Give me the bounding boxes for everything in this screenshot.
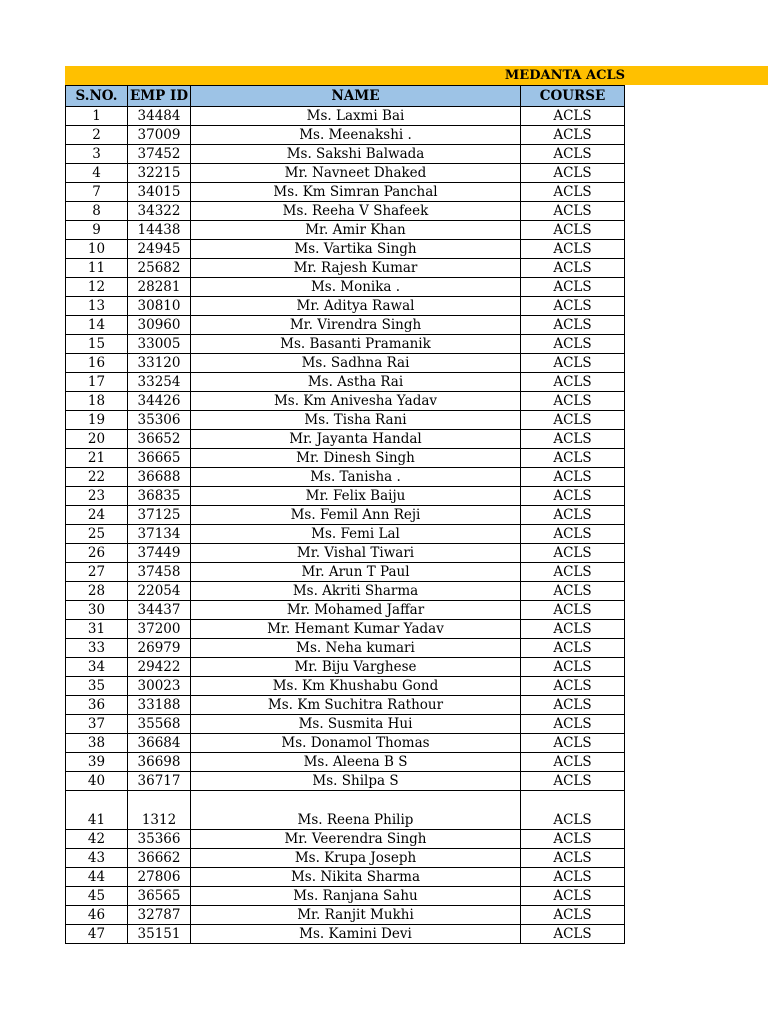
cell-sno: 36 bbox=[66, 696, 128, 715]
table-row bbox=[66, 887, 625, 906]
table-row bbox=[66, 335, 625, 354]
cell-emp-id: 33188 bbox=[128, 696, 191, 715]
cell-emp-id: 37452 bbox=[128, 145, 191, 164]
cell-name: Ms. Neha kumari bbox=[191, 639, 521, 658]
banner-title: MEDANTA ACLS bbox=[504, 68, 625, 83]
cell-sno: 39 bbox=[66, 753, 128, 772]
cell-name: Mr. Rajesh Kumar bbox=[191, 259, 521, 278]
cell-course: ACLS bbox=[521, 620, 625, 639]
cell-name: Ms. Vartika Singh bbox=[191, 240, 521, 259]
cell-sno: 18 bbox=[66, 392, 128, 411]
cell-emp-id: 22054 bbox=[128, 582, 191, 601]
cell-emp-id: 30023 bbox=[128, 677, 191, 696]
cell-course: ACLS bbox=[521, 126, 625, 145]
header-emp-id: EMP ID bbox=[128, 86, 191, 107]
cell-course: ACLS bbox=[521, 696, 625, 715]
cell-course: ACLS bbox=[521, 544, 625, 563]
cell-name: Ms. Shilpa S bbox=[191, 772, 521, 791]
cell-sno: 33 bbox=[66, 639, 128, 658]
cell-sno: 19 bbox=[66, 411, 128, 430]
cell-emp-id: 36565 bbox=[128, 887, 191, 906]
cell-name: Ms. Ranjana Sahu bbox=[191, 887, 521, 906]
cell-emp-id: 37200 bbox=[128, 620, 191, 639]
cell-course: ACLS bbox=[521, 639, 625, 658]
cell-emp-id: 34322 bbox=[128, 202, 191, 221]
cell-course: ACLS bbox=[521, 183, 625, 202]
table-row bbox=[66, 468, 625, 487]
cell-sno: 30 bbox=[66, 601, 128, 620]
cell-course: ACLS bbox=[521, 925, 625, 944]
table-row bbox=[66, 202, 625, 221]
table-row bbox=[66, 791, 625, 830]
cell-sno: 28 bbox=[66, 582, 128, 601]
cell-name: Ms. Reena Philip bbox=[191, 791, 521, 830]
cell-course: ACLS bbox=[521, 601, 625, 620]
cell-sno: 23 bbox=[66, 487, 128, 506]
cell-course: ACLS bbox=[521, 430, 625, 449]
cell-name: Ms. Krupa Joseph bbox=[191, 849, 521, 868]
cell-course: ACLS bbox=[521, 449, 625, 468]
header-course: COURSE bbox=[521, 86, 625, 107]
table-row bbox=[66, 145, 625, 164]
table-row bbox=[66, 715, 625, 734]
cell-emp-id: 36717 bbox=[128, 772, 191, 791]
cell-course: ACLS bbox=[521, 506, 625, 525]
cell-course: ACLS bbox=[521, 278, 625, 297]
table-row bbox=[66, 240, 625, 259]
cell-name: Ms. Km Suchitra Rathour bbox=[191, 696, 521, 715]
cell-emp-id: 34437 bbox=[128, 601, 191, 620]
table-row bbox=[66, 430, 625, 449]
table-row bbox=[66, 107, 625, 126]
table-row bbox=[66, 753, 625, 772]
cell-sno: 27 bbox=[66, 563, 128, 582]
table-row bbox=[66, 544, 625, 563]
cell-name: Mr. Ranjit Mukhi bbox=[191, 906, 521, 925]
cell-course: ACLS bbox=[521, 849, 625, 868]
cell-sno: 34 bbox=[66, 658, 128, 677]
cell-sno: 12 bbox=[66, 278, 128, 297]
cell-emp-id: 35366 bbox=[128, 830, 191, 849]
cell-emp-id: 36698 bbox=[128, 753, 191, 772]
cell-course: ACLS bbox=[521, 525, 625, 544]
cell-emp-id: 36665 bbox=[128, 449, 191, 468]
cell-name: Mr. Biju Varghese bbox=[191, 658, 521, 677]
cell-name: Ms. Basanti Pramanik bbox=[191, 335, 521, 354]
cell-course: ACLS bbox=[521, 164, 625, 183]
table-row bbox=[66, 563, 625, 582]
cell-name: Ms. Sadhna Rai bbox=[191, 354, 521, 373]
table-row bbox=[66, 373, 625, 392]
table-row bbox=[66, 658, 625, 677]
cell-name: Ms. Susmita Hui bbox=[191, 715, 521, 734]
table-row bbox=[66, 278, 625, 297]
cell-emp-id: 1312 bbox=[128, 791, 191, 830]
cell-name: Ms. Kamini Devi bbox=[191, 925, 521, 944]
cell-name: Mr. Arun T Paul bbox=[191, 563, 521, 582]
cell-course: ACLS bbox=[521, 259, 625, 278]
cell-course: ACLS bbox=[521, 830, 625, 849]
cell-emp-id: 33254 bbox=[128, 373, 191, 392]
cell-sno: 25 bbox=[66, 525, 128, 544]
cell-course: ACLS bbox=[521, 582, 625, 601]
cell-name: Mr. Mohamed Jaffar bbox=[191, 601, 521, 620]
cell-name: Mr. Hemant Kumar Yadav bbox=[191, 620, 521, 639]
cell-sno: 20 bbox=[66, 430, 128, 449]
cell-name: Ms. Km Anivesha Yadav bbox=[191, 392, 521, 411]
cell-name: Ms. Km Simran Panchal bbox=[191, 183, 521, 202]
cell-name: Ms. Aleena B S bbox=[191, 753, 521, 772]
cell-emp-id: 26979 bbox=[128, 639, 191, 658]
table-row bbox=[66, 849, 625, 868]
cell-name: Mr. Virendra Singh bbox=[191, 316, 521, 335]
cell-sno: 38 bbox=[66, 734, 128, 753]
cell-name: Ms. Donamol Thomas bbox=[191, 734, 521, 753]
cell-emp-id: 32215 bbox=[128, 164, 191, 183]
table-row bbox=[66, 639, 625, 658]
cell-emp-id: 34484 bbox=[128, 107, 191, 126]
cell-name: Ms. Astha Rai bbox=[191, 373, 521, 392]
table-row bbox=[66, 677, 625, 696]
header-row bbox=[66, 86, 625, 107]
table-row bbox=[66, 164, 625, 183]
cell-emp-id: 37009 bbox=[128, 126, 191, 145]
cell-name: Mr. Felix Baiju bbox=[191, 487, 521, 506]
cell-sno: 14 bbox=[66, 316, 128, 335]
cell-emp-id: 37458 bbox=[128, 563, 191, 582]
cell-sno: 8 bbox=[66, 202, 128, 221]
cell-course: ACLS bbox=[521, 791, 625, 830]
cell-name: Ms. Femi Lal bbox=[191, 525, 521, 544]
cell-name: Ms. Akriti Sharma bbox=[191, 582, 521, 601]
table-row bbox=[66, 772, 625, 791]
cell-emp-id: 37125 bbox=[128, 506, 191, 525]
cell-course: ACLS bbox=[521, 107, 625, 126]
table-row bbox=[66, 906, 625, 925]
cell-sno: 31 bbox=[66, 620, 128, 639]
cell-emp-id: 36652 bbox=[128, 430, 191, 449]
cell-sno: 45 bbox=[66, 887, 128, 906]
cell-sno: 16 bbox=[66, 354, 128, 373]
cell-course: ACLS bbox=[521, 221, 625, 240]
cell-name: Mr. Vishal Tiwari bbox=[191, 544, 521, 563]
cell-sno: 4 bbox=[66, 164, 128, 183]
cell-sno: 7 bbox=[66, 183, 128, 202]
table-row bbox=[66, 620, 625, 639]
cell-sno: 17 bbox=[66, 373, 128, 392]
cell-sno: 40 bbox=[66, 772, 128, 791]
cell-sno: 1 bbox=[66, 107, 128, 126]
cell-emp-id: 33005 bbox=[128, 335, 191, 354]
cell-course: ACLS bbox=[521, 392, 625, 411]
cell-name: Mr. Amir Khan bbox=[191, 221, 521, 240]
cell-sno: 11 bbox=[66, 259, 128, 278]
cell-name: Ms. Km Khushabu Gond bbox=[191, 677, 521, 696]
cell-sno: 44 bbox=[66, 868, 128, 887]
table-row bbox=[66, 734, 625, 753]
cell-name: Mr. Veerendra Singh bbox=[191, 830, 521, 849]
table-row bbox=[66, 221, 625, 240]
cell-course: ACLS bbox=[521, 297, 625, 316]
cell-emp-id: 30960 bbox=[128, 316, 191, 335]
cell-name: Ms. Nikita Sharma bbox=[191, 868, 521, 887]
cell-emp-id: 36835 bbox=[128, 487, 191, 506]
cell-sno: 43 bbox=[66, 849, 128, 868]
table-row bbox=[66, 696, 625, 715]
cell-emp-id: 14438 bbox=[128, 221, 191, 240]
cell-emp-id: 36684 bbox=[128, 734, 191, 753]
table-row bbox=[66, 449, 625, 468]
cell-course: ACLS bbox=[521, 868, 625, 887]
table-row bbox=[66, 868, 625, 887]
cell-emp-id: 37449 bbox=[128, 544, 191, 563]
table-row bbox=[66, 830, 625, 849]
cell-course: ACLS bbox=[521, 658, 625, 677]
cell-course: ACLS bbox=[521, 411, 625, 430]
cell-sno: 42 bbox=[66, 830, 128, 849]
cell-sno: 41 bbox=[66, 791, 128, 830]
table-row bbox=[66, 297, 625, 316]
table-row bbox=[66, 126, 625, 145]
cell-course: ACLS bbox=[521, 202, 625, 221]
cell-sno: 26 bbox=[66, 544, 128, 563]
cell-emp-id: 34426 bbox=[128, 392, 191, 411]
cell-course: ACLS bbox=[521, 145, 625, 164]
cell-course: ACLS bbox=[521, 487, 625, 506]
cell-course: ACLS bbox=[521, 468, 625, 487]
cell-course: ACLS bbox=[521, 715, 625, 734]
cell-course: ACLS bbox=[521, 373, 625, 392]
cell-course: ACLS bbox=[521, 772, 625, 791]
cell-sno: 15 bbox=[66, 335, 128, 354]
cell-course: ACLS bbox=[521, 734, 625, 753]
cell-sno: 9 bbox=[66, 221, 128, 240]
cell-emp-id: 29422 bbox=[128, 658, 191, 677]
cell-name: Mr. Dinesh Singh bbox=[191, 449, 521, 468]
cell-name: Ms. Laxmi Bai bbox=[191, 107, 521, 126]
cell-sno: 21 bbox=[66, 449, 128, 468]
cell-course: ACLS bbox=[521, 753, 625, 772]
cell-course: ACLS bbox=[521, 906, 625, 925]
cell-sno: 46 bbox=[66, 906, 128, 925]
cell-course: ACLS bbox=[521, 316, 625, 335]
cell-name: Ms. Tisha Rani bbox=[191, 411, 521, 430]
cell-name: Ms. Monika . bbox=[191, 278, 521, 297]
cell-emp-id: 30810 bbox=[128, 297, 191, 316]
cell-emp-id: 36662 bbox=[128, 849, 191, 868]
cell-emp-id: 35568 bbox=[128, 715, 191, 734]
cell-name: Ms. Meenakshi . bbox=[191, 126, 521, 145]
cell-name: Ms. Femil Ann Reji bbox=[191, 506, 521, 525]
cell-sno: 35 bbox=[66, 677, 128, 696]
cell-course: ACLS bbox=[521, 335, 625, 354]
cell-course: ACLS bbox=[521, 354, 625, 373]
cell-emp-id: 37134 bbox=[128, 525, 191, 544]
table-row bbox=[66, 506, 625, 525]
cell-emp-id: 35151 bbox=[128, 925, 191, 944]
table-row bbox=[66, 601, 625, 620]
cell-emp-id: 25682 bbox=[128, 259, 191, 278]
cell-name: Ms. Reeha V Shafeek bbox=[191, 202, 521, 221]
table-row bbox=[66, 183, 625, 202]
cell-emp-id: 27806 bbox=[128, 868, 191, 887]
header-name: NAME bbox=[191, 86, 521, 107]
employee-table bbox=[65, 85, 625, 944]
table-row bbox=[66, 582, 625, 601]
cell-name: Mr. Jayanta Handal bbox=[191, 430, 521, 449]
cell-emp-id: 32787 bbox=[128, 906, 191, 925]
table-row bbox=[66, 411, 625, 430]
cell-sno: 10 bbox=[66, 240, 128, 259]
table-row bbox=[66, 316, 625, 335]
cell-sno: 13 bbox=[66, 297, 128, 316]
cell-sno: 22 bbox=[66, 468, 128, 487]
table-row bbox=[66, 487, 625, 506]
cell-emp-id: 36688 bbox=[128, 468, 191, 487]
cell-emp-id: 33120 bbox=[128, 354, 191, 373]
cell-course: ACLS bbox=[521, 563, 625, 582]
cell-sno: 47 bbox=[66, 925, 128, 944]
cell-course: ACLS bbox=[521, 240, 625, 259]
cell-name: Ms. Tanisha . bbox=[191, 468, 521, 487]
table-row bbox=[66, 392, 625, 411]
table-row bbox=[66, 354, 625, 373]
table-row bbox=[66, 925, 625, 944]
cell-sno: 37 bbox=[66, 715, 128, 734]
cell-emp-id: 28281 bbox=[128, 278, 191, 297]
cell-emp-id: 24945 bbox=[128, 240, 191, 259]
cell-emp-id: 34015 bbox=[128, 183, 191, 202]
table-row bbox=[66, 259, 625, 278]
cell-sno: 24 bbox=[66, 506, 128, 525]
cell-name: Ms. Sakshi Balwada bbox=[191, 145, 521, 164]
table-row bbox=[66, 525, 625, 544]
cell-emp-id: 35306 bbox=[128, 411, 191, 430]
cell-course: ACLS bbox=[521, 887, 625, 906]
cell-name: Mr. Navneet Dhaked bbox=[191, 164, 521, 183]
header-sno: S.NO. bbox=[66, 86, 128, 107]
cell-course: ACLS bbox=[521, 677, 625, 696]
cell-sno: 3 bbox=[66, 145, 128, 164]
cell-name: Mr. Aditya Rawal bbox=[191, 297, 521, 316]
cell-sno: 2 bbox=[66, 126, 128, 145]
